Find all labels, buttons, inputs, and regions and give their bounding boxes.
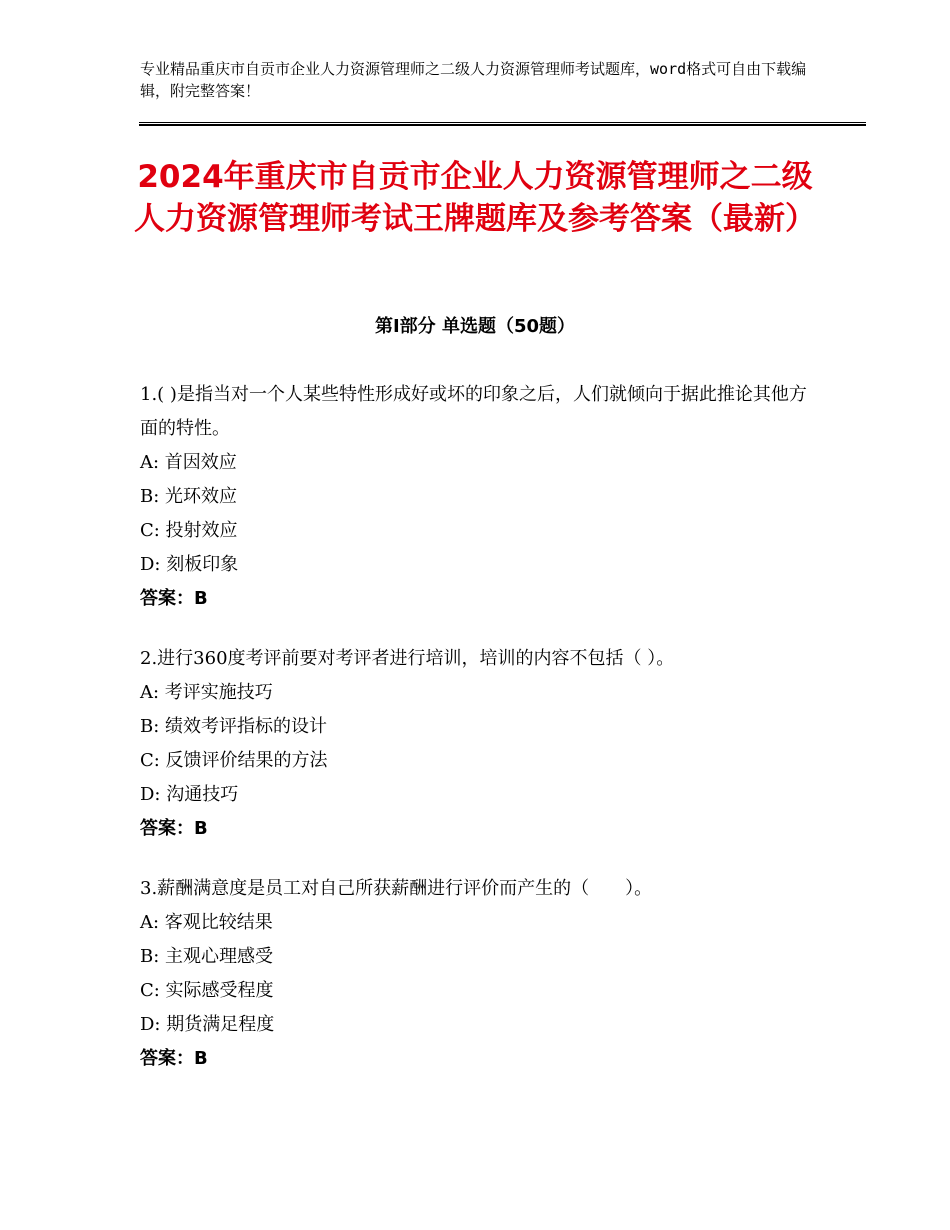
option-c: C: 实际感受程度 [140,980,274,1001]
answer-label: 答案：B [140,818,208,839]
header-note: 专业精品重庆市自贡市企业人力资源管理师之二级人力资源管理师考试题库，word格式可自由下载编辑，附完整答案！ [140,60,807,100]
question-stem: 1.( )是指当对一个人某些特性形成好或坏的印象之后，人们就倾向于据此推论其他方面的特性。 [140,384,807,439]
answer-label: 答案：B [140,1048,208,1069]
option-b: B: 绩效考评指标的设计 [140,716,328,737]
option-c: C: 反馈评价结果的方法 [140,750,328,771]
option-b: B: 光环效应 [140,486,238,507]
question-stem: 2.进行360度考评前要对考评者进行培训，培训的内容不包括（ ）。 [140,648,675,669]
question-1 [140,378,820,616]
answer-label: 答案：B [140,588,208,609]
option-d: D: 刻板印象 [140,554,239,575]
option-d: D: 期货满足程度 [140,1014,275,1035]
question-2 [140,642,820,846]
option-a: A: 客观比较结果 [140,912,273,933]
section-title: 第Ⅰ部分 单选题（50题） [374,316,575,337]
document-title: 2024年重庆市自贡市企业人力资源管理师之二级人力资源管理师考试王牌题库及参考答案（最新） [134,159,816,237]
question-list [140,378,820,1102]
question-stem: 3.薪酬满意度是员工对自己所获薪酬进行评价而产生的（ ）。 [140,878,653,899]
question-3 [140,872,820,1076]
option-a: A: 首因效应 [140,452,237,473]
option-d: D: 沟通技巧 [140,784,239,805]
option-b: B: 主观心理感受 [140,946,274,967]
header-divider [139,122,866,126]
option-c: C: 投射效应 [140,520,238,541]
option-a: A: 考评实施技巧 [140,682,273,703]
